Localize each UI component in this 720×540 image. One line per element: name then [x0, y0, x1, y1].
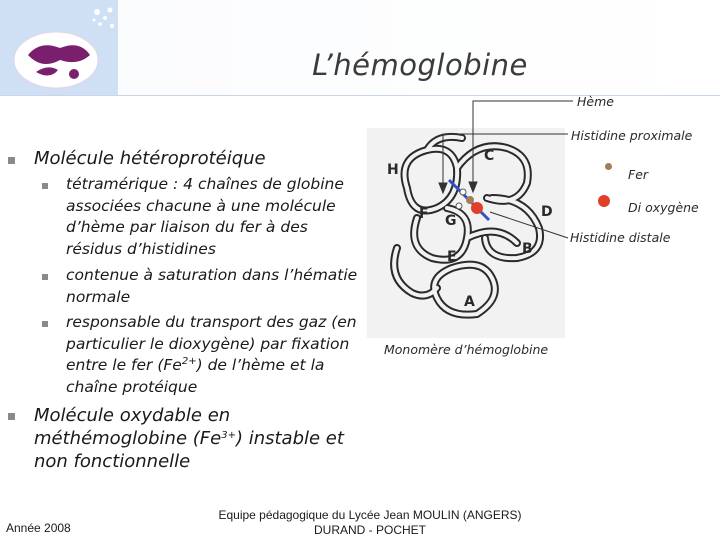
bullet-methemoglobine: Molécule oxydable en méthémoglobine $(Fe^{3+})$ instable et non fonctionnelle	[34, 405, 344, 472]
hemoglobin-monomer-diagram	[367, 128, 565, 338]
globin-chain-drawing	[367, 128, 565, 338]
helix-letter-a: A	[464, 294, 475, 310]
diagram-caption: Monomère d’hémoglobine	[384, 342, 549, 357]
helix-letter-d: D	[541, 204, 553, 220]
footer-credit-line2: DURAND - POCHET	[313, 523, 426, 537]
sub-bullet-square-icon	[42, 183, 48, 189]
sub-bullet-hematie: contenue à saturation dans l’hématie normale	[66, 266, 358, 306]
bullet-square-icon	[8, 157, 15, 164]
sub-bullet-transport-gaz: responsable du transport des gaz (en particulier le dioxygène) par fixation entre le fer $(Fe^{2+})$ de l’hème et la chaîne protéique	[66, 313, 357, 396]
fer-dot-icon	[605, 163, 612, 170]
red-blood-cells-logo-icon	[0, 0, 118, 95]
helix-letter-c: C	[484, 148, 495, 164]
sub-bullet-tetramerique: tétramérique : 4 chaînes de globine associées chacune à une molécule d’hème par liaison du fer à des résidus d’histidines	[66, 175, 344, 258]
label-fer: Fer	[628, 167, 649, 182]
label-histidine-distale: Histidine distale	[570, 230, 671, 245]
helix-letter-h: H	[387, 162, 399, 178]
oxygene-dot-icon	[598, 195, 610, 207]
sub-bullet-square-icon	[42, 274, 48, 280]
bullet-square-icon	[8, 413, 15, 420]
fer-atom	[466, 196, 474, 204]
label-histidine-proximale: Histidine proximale	[571, 128, 693, 143]
page-title: L’hémoglobine	[312, 48, 528, 82]
bullet-heteroproteique: Molécule hétéroprotéique	[34, 148, 266, 169]
oxygene-molecule	[471, 202, 483, 214]
label-dioxygene: Di oxygène	[628, 200, 699, 215]
footer-year: Année 2008	[6, 521, 71, 535]
footer-credit-line1: Equipe pédagogique du Lycée Jean MOULIN (ANGERS)	[218, 508, 522, 522]
sub-bullet-square-icon	[42, 321, 48, 327]
helix-letter-e: E	[447, 249, 457, 265]
helix-letter-b: B	[522, 241, 533, 257]
logo	[0, 0, 119, 96]
helix-letter-f: F	[419, 206, 429, 222]
helix-letter-g: G	[445, 213, 457, 229]
label-heme: Hème	[577, 94, 614, 109]
